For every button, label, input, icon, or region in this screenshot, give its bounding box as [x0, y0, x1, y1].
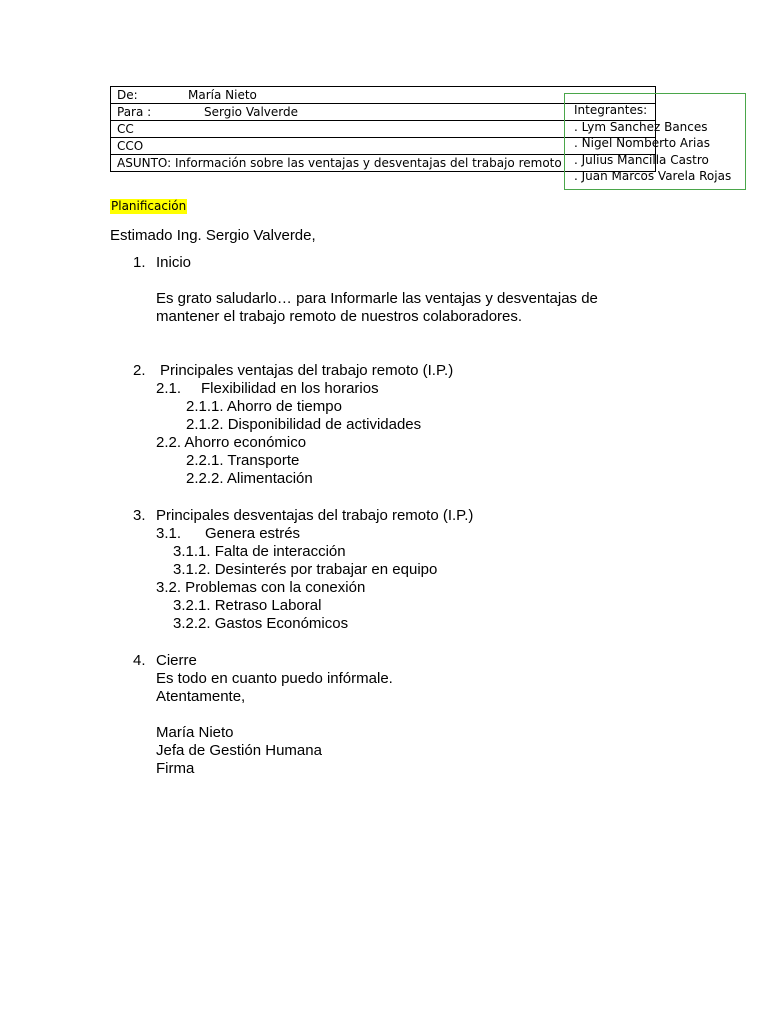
subsection-title: 3.2. Problemas con la conexión — [156, 579, 366, 596]
subsection-title: Genera estrés — [205, 525, 301, 542]
de-label: De: — [117, 88, 138, 102]
paragraph-line: Atentamente, — [156, 688, 246, 705]
greeting: Estimado Ing. Sergio Valverde, — [110, 227, 316, 244]
list-number: 2.1. — [156, 380, 182, 397]
list-item: 2.2.1. Transporte — [186, 452, 300, 469]
asunto-text: ASUNTO: Información sobre las ventajas y desventajas del trabajo remoto — [117, 156, 562, 170]
highlighted-label: Planificación — [111, 199, 187, 213]
list-item: 3.1.1. Falta de interacción — [173, 543, 346, 560]
signature-name: María Nieto — [156, 724, 234, 741]
members-title: Integrantes: — [574, 103, 648, 117]
list-item: 3.2.1. Retraso Laboral — [173, 597, 322, 614]
section-title: Principales desventajas del trabajo remoto (I.P.) — [156, 507, 474, 524]
paragraph-line: Es todo en cuanto puedo infórmale. — [156, 670, 393, 687]
list-item: 2.2.2. Alimentación — [186, 470, 313, 487]
subsection-title: Flexibilidad en los horarios — [201, 380, 379, 397]
subsection-title: 2.2. Ahorro económico — [156, 434, 307, 451]
cco-label: CCO — [117, 139, 144, 153]
member-name: . Nigel Nomberto Arias — [574, 136, 710, 150]
list-number: 3. — [133, 507, 146, 524]
members-textbox — [564, 93, 746, 190]
member-name: . Lym Sanchez Bances — [574, 119, 708, 134]
de-value: María Nieto — [188, 88, 257, 102]
signature-role: Jefa de Gestión Humana — [156, 742, 322, 759]
section-title: Inicio — [156, 254, 192, 271]
list-item: 2.1.1. Ahorro de tiempo — [186, 398, 342, 415]
section-title: Principales ventajas del trabajo remoto (I.P.) — [160, 362, 454, 379]
list-number: 2. — [133, 362, 146, 379]
list-item: 3.1.2. Desinterés por trabajar en equipo — [173, 561, 438, 578]
list-number: 1. — [133, 254, 146, 271]
section-title: Cierre — [156, 652, 197, 669]
list-number: 3.1. — [156, 525, 182, 542]
para-value: Sergio Valverde — [204, 105, 299, 119]
list-item: 2.1.2. Disponibilidad de actividades — [186, 416, 422, 433]
paragraph-line: mantener el trabajo remoto de nuestros colaboradores. — [156, 308, 523, 325]
signature-firma: Firma — [156, 760, 195, 777]
paragraph-line: Es grato saludarlo… para Informarle las ventajas y desventajas de — [156, 290, 598, 307]
cc-label: CC — [117, 122, 134, 136]
para-label: Para : — [117, 105, 152, 119]
member-name: . Julius Mancilla Castro — [574, 152, 709, 167]
list-number: 4. — [133, 652, 146, 669]
member-name: . Juan Marcos Varela Rojas — [574, 169, 732, 183]
list-item: 3.2.2. Gastos Económicos — [173, 615, 349, 632]
